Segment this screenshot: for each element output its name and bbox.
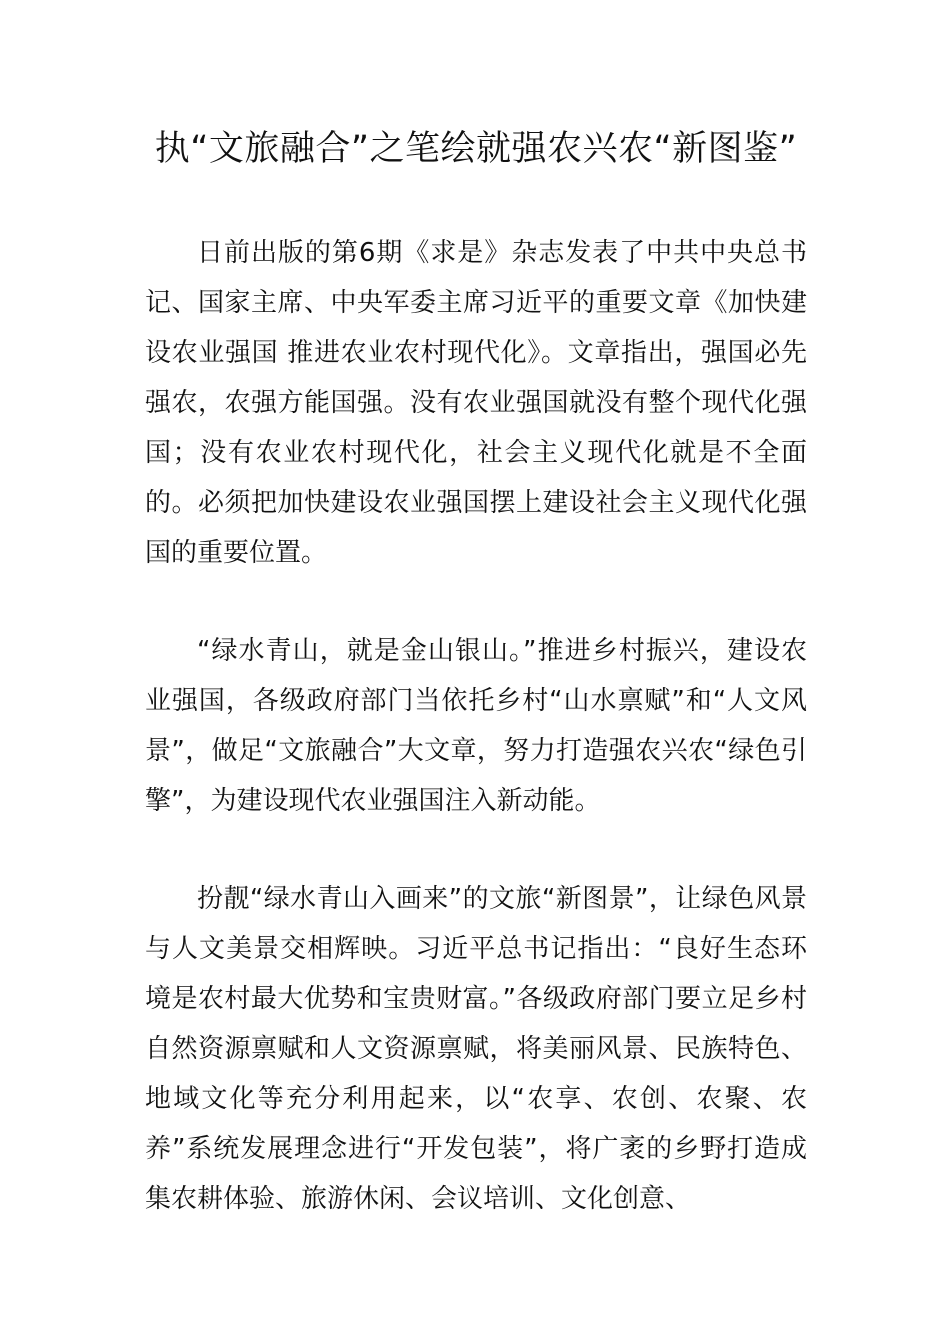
paragraph-3: 扮靓“绿水青山入画来”的文旅“新图景”，让绿色风景与人文美景交相辉映。习近平总书记指出：“良好生态环境是农村最大优势和宝贵财富。”各级政府部门要立足乡村自然资源禀赋和人文资源禀赋，将美丽风景、民族特色、地域文化等充分利用起来，以“农享、农创、农聚、农养”系统发展理念进行“开发包装”，将广袤的乡野打造成集农耕体验、旅游休闲、会议培训、文化创意、 bbox=[145, 884, 807, 1214]
paragraph-1: 日前出版的第6期《求是》杂志发表了中共中央总书记、国家主席、中央军委主席习近平的重要文章《加快建设农业强国 推进农业农村现代化》。文章指出，强国必先强农，农强方能国强。没有农业强国就没有整个现代化强国；没有农业农村现代化，社会主义现代化就是不全面的。必须把加快建设农业强国摆上建设社会主义现代化强国的重要位置。 bbox=[145, 238, 807, 568]
paragraph-2: “绿水青山，就是金山银山。”推进乡村振兴，建设农业强国，各级政府部门当依托乡村“山水禀赋”和“人文风景”，做足“文旅融合”大文章，努力打造强农兴农“绿色引擎”，为建设现代农业强国注入新动能。 bbox=[145, 636, 807, 816]
document-title: 执“文旅融合”之笔绘就强农兴农“新图鉴” bbox=[154, 129, 798, 169]
